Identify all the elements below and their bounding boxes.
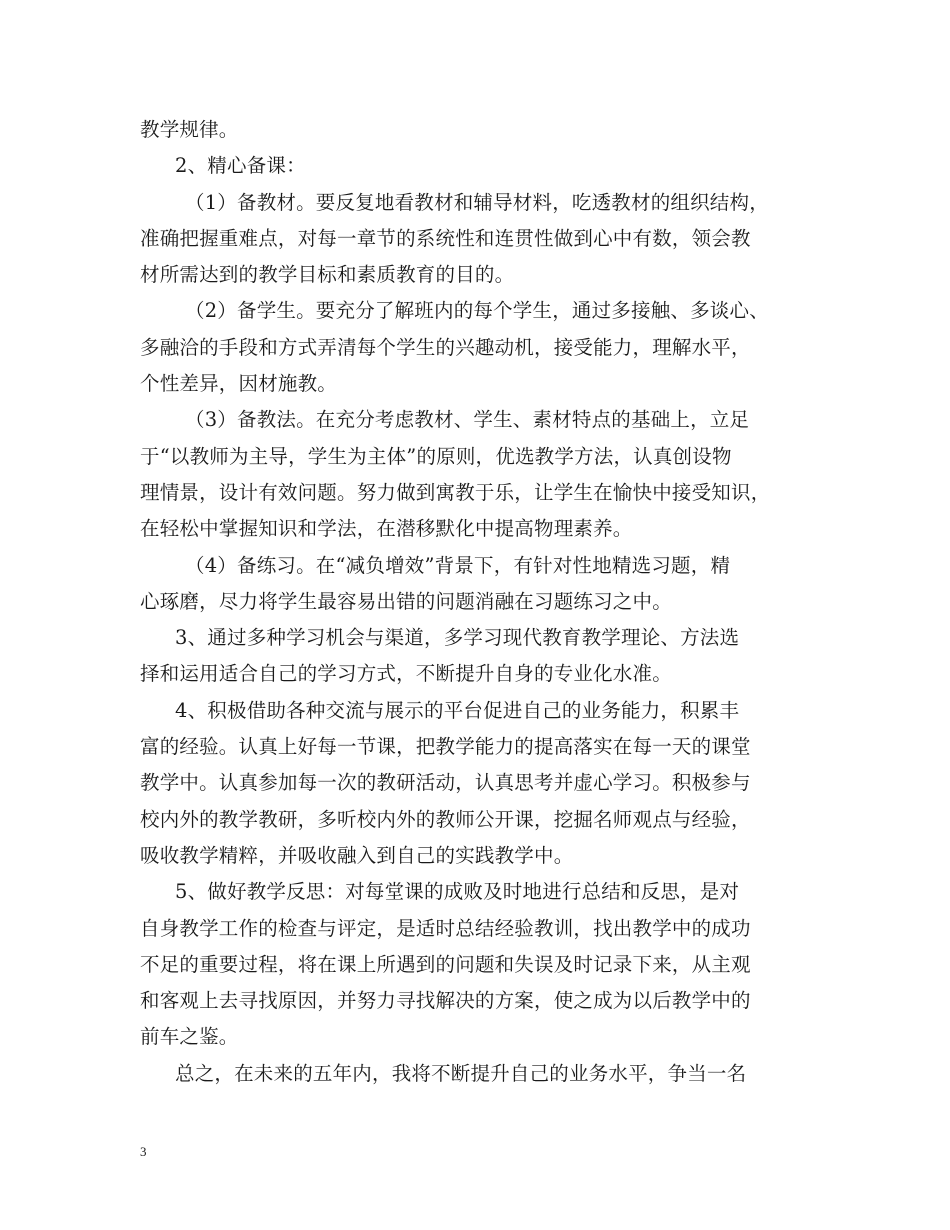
text-line: 心琢磨，尽力将学生最容易出错的问题消融在习题练习之中。 [140,589,672,613]
text-line: 教学中。认真参加每一次的教研活动，认真思考并虚心学习。积极参与 [140,771,751,795]
text-line: （1）备教材。要反复地看教材和辅导材料，吃透教材的组织结构， [185,190,769,214]
text-line: 准确把握重难点，对每一章节的系统性和连贯性做到心中有数，领会教 [140,226,751,250]
page-number: 3 [140,1144,147,1159]
text-line: 5、做好教学反思：对每堂课的成败及时地进行总结和反思，是对 [175,880,740,904]
text-line: 教学规律。 [140,118,239,141]
text-line: （3）备教法。在充分考虑教材、学生、素材特点的基础上，立足 [185,408,750,432]
text-line: 择和运用适合自己的学习方式，不断提升自身的专业化水准。 [140,662,672,686]
text-line: 3、通过多种学习机会与渠道，多学习现代教育教学理论、方法选 [175,626,740,650]
text-line: 理情景，设计有效问题。努力做到寓教于乐，让学生在愉快中接受知识， [140,480,771,504]
text-line: 材所需达到的教学目标和素质教育的目的。 [140,263,515,287]
text-line: （2）备学生。要充分了解班内的每个学生，通过多接触、多谈心、 [185,299,769,323]
text-line: 个性差异，因材施教。 [140,372,338,396]
text-line: 自身教学工作的检查与评定，是适时总结经验教训，找出教学中的成功 [140,916,751,940]
text-line: 多融洽的手段和方式弄清每个学生的兴趣动机，接受能力，理解水平， [140,335,751,359]
text-line: 在轻松中掌握知识和学法，在潜移默化中提高物理素养。 [140,517,633,541]
text-line: 和客观上去寻找原因，并努力寻找解决的方案，使之成为以后教学中的 [140,989,751,1013]
text-line: 总之，在未来的五年内，我将不断提升自己的业务水平，争当一名 [175,1061,747,1085]
text-line: 前车之鉴。 [140,1025,239,1049]
text-line: 不足的重要过程，将在课上所遇到的问题和失误及时记录下来，从主观 [140,952,751,976]
text-line: 富的经验。认真上好每一节课，把教学能力的提高落实在每一天的课堂 [140,735,751,759]
text-line: 于“以教师为主导，学生为主体”的原则，优选教学方法，认真创设物 [140,444,732,468]
text-line: 4、积极借助各种交流与展示的平台促进自己的业务能力，积累丰 [175,698,740,722]
text-line: 2、精心备课： [175,154,306,178]
text-line: （4）备练习。在“减负增效”背景下，有针对性地精选习题，精 [185,553,731,577]
body-text [140,112,830,1092]
text-line: 吸收教学精粹，并吸收融入到自己的实践教学中。 [140,843,574,867]
text-line: 校内外的教学教研，多听校内外的教师公开课，挖掘名师观点与经验， [140,807,751,831]
